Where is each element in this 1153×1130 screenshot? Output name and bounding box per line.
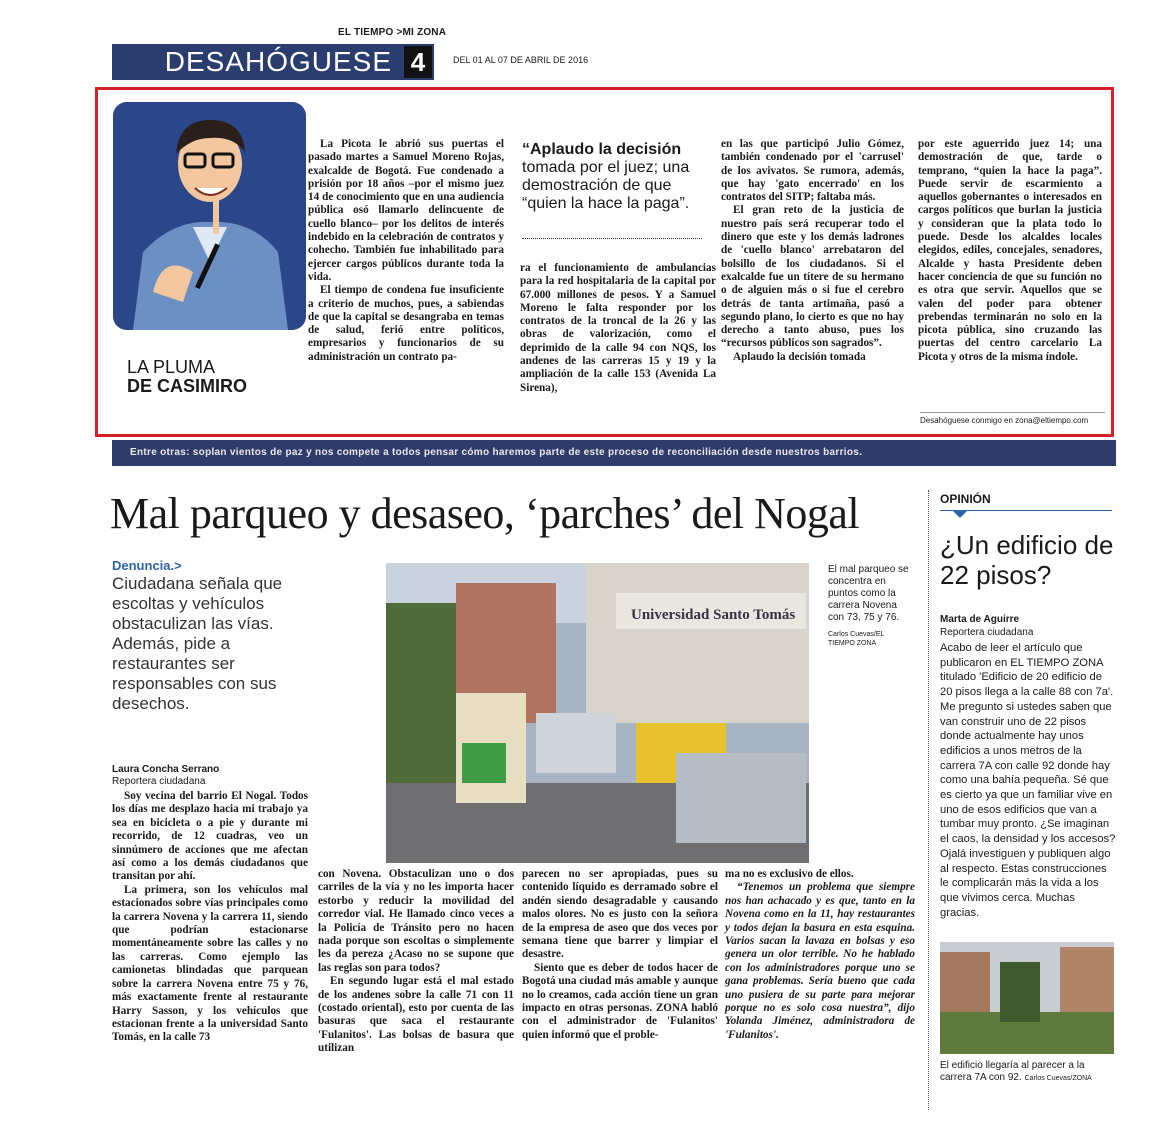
building-photo-icon — [940, 942, 1114, 1054]
paragraph: El gran reto de la justicia de nuestro país será recuperar todo el dinero que este y los demás ladrones de 'cuello blanco' arrebataron del bolsillo de los ciudadanos. Si el exalcalde fue un títere de su hermano o de alguien más o si fue el cerebro detrás de tanta artimaña, pasó a segundo plano, lo cierto es que no hay derecho a tanto abuso, pues los “recursos públicos son sagrados”. — [721, 204, 904, 350]
pull-quote-lead: “Aplaudo la decisión — [522, 141, 682, 158]
column-text-1 — [308, 138, 504, 364]
opinion-title: ¿Un edificio de 22 pisos? — [940, 530, 1114, 590]
opinion-photo — [940, 942, 1114, 1054]
article-column-1 — [112, 790, 308, 1045]
paragraph: El tiempo de condena fue insuficiente a criterio de muchos, pues, a sabiendas de que la capital se desangraba en temas de salud, ferió entre políticos, empresarios y funcionarios de su administración un contrato pa- — [308, 284, 504, 363]
article-photo — [386, 563, 809, 863]
pull-quote-rest: tomada por el juez; una demostración de que “quien la hace la paga”. — [522, 159, 690, 212]
column-logo-line1: LA PLUMA — [127, 357, 216, 377]
issue-date: DEL 01 AL 07 DE ABRIL DE 2016 — [453, 55, 589, 65]
paragraph: Acabo de leer el artículo que publicaron en EL TIEMPO ZONA titulado 'Edificio de 20 edificio de 20 pisos llega a la calle 88 con 7a'. Me pregunto si ustedes saben que van construir uno de 22 pisos donde actualmente hay unos edificios a unos metros de la carrera 7A con calle 92 donde hay como una bahía pequeña. Sé que es cierto ya que un familiar vive en uno de esos edificios que van a tumbar muy pronto. ¿Se imaginan el caos, la densidad y los accesos? Ojalá investiguen y publiquen algo al respecto. Estas construcciones le complicarán más la vida a los que vivimos cerca. Muchas gracias. — [940, 642, 1116, 919]
paragraph: en las que participó Julio Gómez, también condenado por el 'carrusel' de los avivatos. Se rumora, además, que hay 'gato encerrado' en los contratos del SITP; faltaba más. — [721, 138, 904, 204]
street-photo-icon — [386, 563, 809, 863]
column-logo-de: DE — [127, 376, 153, 396]
paragraph: Soy vecina del barrio El Nogal. Todos los días me desplazo hacia mi trabajo ya sea en bicicleta o a pie y durante mi recorrido, de 12 cuadras, veo un sinnúmero de acciones que me afectan así como a los demás ciudadanos que transitan por ahí. — [112, 790, 308, 883]
caret-down-icon — [953, 511, 967, 518]
paragraph: Siento que es deber de todos hacer de Bogotá una ciudad más amable y aunque no lo creamos, cada acción tiene un gran impacto en otras personas. ZONA habló con el administrador de 'Fulanitos' quien informó que el proble- — [522, 961, 718, 1041]
opinion-author-role: Reportera ciudadana — [940, 627, 1034, 638]
photo-credit: Carlos Cuevas/EL TIEMPO ZONA — [828, 631, 885, 647]
columnist-avatar — [113, 102, 306, 330]
article-author: Laura Concha Serrano — [112, 764, 220, 775]
paragraph: ra el funcionamiento de ambulancias para la red hospitalaria de la capital por 67.000 millones de pesos. Y a Samuel Moreno le falta responder por los contratos de la troncal de la 26 y las obras de valorización, como el deprimido de la calle 94 con NQS, los andenes de las carreras 15 y 19 y la ampliación de la calle 153 (Avenida La Sirena), — [520, 262, 716, 394]
photo-sign-text: Universidad Santo Tomás — [631, 607, 796, 623]
article-column-4 — [725, 868, 915, 1042]
opinion-label: OPINIÓN — [940, 492, 991, 506]
quote-text: “Tenemos un problema que siempre nos han achacado y es que, tanto en la Novena como en la 11, hay restaurantes y todos dejan la basura en esta esquina. Varios sacan la lavaza en bolsas y eso genera un olor terrible. No he hablado con los administradores porque uno se gana problemas. Sería bueno que cada uno pusiera de su parte para mejorar porque no es solo cosa nuestra”, dijo Yolanda Jiménez, administradora de 'Fulanitos'. — [725, 881, 915, 1041]
entre-otras-strip: Entre otras: soplan vientos de paz y nos compete a todos pensar cómo haremos parte de este proceso de reconciliación desde nuestros barrios. — [112, 440, 1116, 466]
column-text-3 — [721, 138, 904, 364]
column-logo-name: CASIMIRO — [157, 376, 248, 396]
paragraph: con Novena. Obstaculizan uno o dos carriles de la vía y no les importa hacer estorbo y reducir la movilidad del corredor vial. He llamado cinco veces a la Policía de Tránsito pero no hacen nada porque son escoltas o simplemente les da pereza ¿Acaso no se supone que las reglas son para todos? — [318, 868, 514, 974]
paragraph: parecen no ser apropiadas, pues su contenido líquido es derramado sobre el andén siendo desagradable y causando malos olores. No es justo con la señora de la empresa de aseo que dos veces por semana tiene que barrer y limpiar el desastre. — [522, 868, 718, 961]
brand-header: EL TIEMPO >MI ZONA — [338, 27, 447, 38]
paragraph: Aplaudo la decisión tomada — [733, 350, 866, 363]
quote-divider — [522, 238, 702, 239]
caption-credit: Carlos Cuevas/ZONA — [1024, 1075, 1092, 1082]
article-kicker: Denuncia.> — [112, 558, 182, 573]
paragraph: La Picota le abrió sus puertas el pasado martes a Samuel Moreno Rojas, exalcalde de Bogotá. Fue condenado a prisión por 18 años –por el mismo juez 14 de conocimiento que en una audiencia pública osó llamarlo delincuente de cuello blanco– por los delitos de interés indebido en la celebración de contratos y cohecho. También fue inhabilitado para ejercer cargos públicos durante toda la vida. — [308, 138, 504, 283]
opinion-body — [940, 641, 1116, 920]
photo-caption: El mal parqueo se concentra en puntos como la carrera Novena con 73, 75 y 76. — [828, 564, 909, 623]
opinion-divider — [928, 490, 929, 1110]
article-author-role: Reportera ciudadana — [112, 776, 206, 787]
pull-quote — [522, 141, 702, 213]
column-logo — [127, 358, 247, 396]
opinion-photo-caption — [940, 1060, 1116, 1085]
opinion-author: Marta de Aguirre — [940, 614, 1020, 625]
column-text-4 — [918, 138, 1102, 364]
paragraph: La primera, son los vehículos mal estacionados sobre vías principales como la carrera Novena y la carrera 11, siendo que podrían estacionarse momentáneamente sobre las calles y no las carreras. Como ejemplo las camionetas blindadas que parquean sobre la carrera Novena entre 75 y 76, más exactamente frente al restaurante Harry Sasson, y los vehículos que estacionan frente a la universidad Santo Tomás, en la calle 73 — [112, 883, 308, 1044]
paragraph: En segundo lugar está el mal estado de los andenes sobre la calle 71 con 11 (costado oriental), esto por cuenta de las basuras que saca el restaurante 'Fulanitos'. Las bolsas de basura que utilizan — [318, 975, 514, 1055]
cartoon-columnist-icon — [113, 102, 306, 330]
article-dek: Ciudadana señala que escoltas y vehículos obstaculizan las vías. Además, pide a restaurantes ser responsables con sus desechos. — [112, 574, 283, 713]
paragraph: ma no es exclusivo de ellos. — [725, 868, 854, 880]
quote-paragraph — [725, 881, 915, 1042]
column-text-2 — [520, 262, 716, 395]
paragraph: por este aguerrido juez 14; una demostración de que, tarde o temprano, “quien la hace la paga”. Puede servir de escarmiento a aquellos gobernantes o interesados en cargos políticos que burlan la justicia y consideran que la plata todo lo puede. Desde los alcaldes locales elegidos, ediles, concejales, senadores, Alcalde y hasta Presidente deben hacer conciencia de que su función no es otra que servir. Aquellos que se valen del poder para obtener prebendas terminarán no solo en la picota pública, sino cruzando las puertas del centro carcelario La Picota y otros de la misma índole. — [918, 138, 1102, 363]
caption-text: El edificio llegaría al parecer a la carrera 7A con 92. — [940, 1060, 1085, 1083]
article-column-2 — [318, 868, 514, 1056]
page-number: 4 — [404, 46, 432, 78]
column-signoff: Desahóguese conmigo en zona@eltiempo.com — [920, 412, 1105, 425]
article-headline: Mal parqueo y desaseo, ‘parches’ del Nogal — [110, 489, 860, 538]
article-column-3 — [522, 868, 718, 1042]
section-title: DESAHÓGUESE — [164, 46, 392, 77]
